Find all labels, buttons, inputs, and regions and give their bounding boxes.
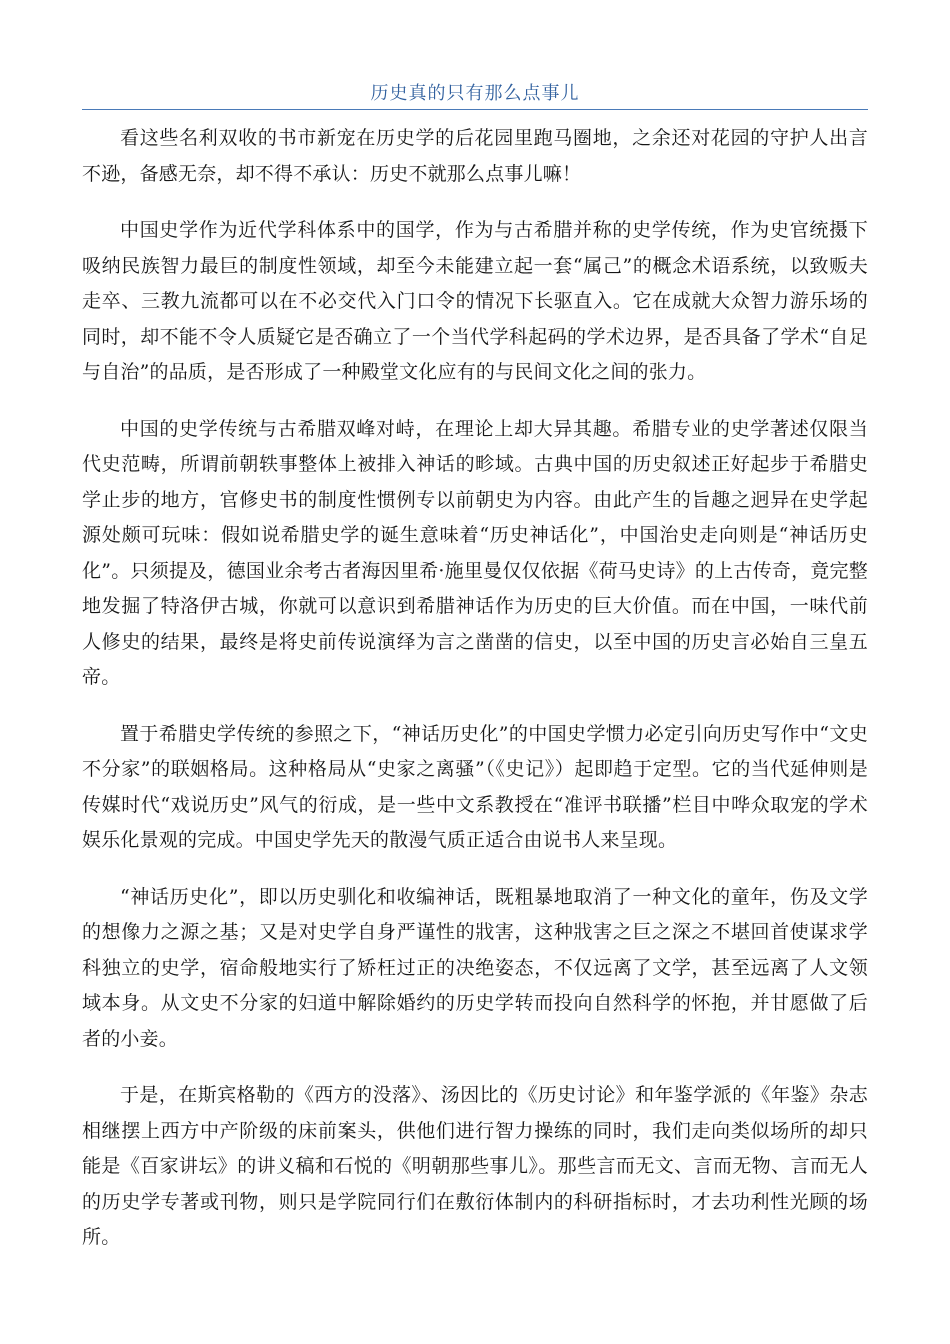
paragraph: 看这些名利双收的书市新宠在历史学的后花园里跑马圈地，之余还对花园的守护人出言不逊，备感无奈，却不得不承认：历史不就那么点事儿嘛！ [82,127,868,185]
paragraph: 中国的史学传统与古希腊双峰对峙，在理论上却大异其趣。希腊专业的史学著述仅限当代史范畴，所谓前朝轶事整体上被排入神话的畛域。古典中国的历史叙述正好起步于希腊史学止步的地方，官修史书的制度性惯例专以前朝史为内容。由此产生的旨趣之迥异在史学起源处颇可玩味：假如说希腊史学的诞生意味着“历史神话化”，中国治史走向则是“神话历史化”。只须提及，德国业余考古者海因里希·施里曼仅仅依据《荷马史诗》的上古传奇，竟完整地发掘了特洛伊古城，你就可以意识到希腊神话作为历史的巨大价值。而在中国，一味代前人修史的结果，最终是将史前传说演绎为言之凿凿的信史，以至中国的历史言必始自三皇五帝。 [82,417,868,688]
paragraph: 中国史学作为近代学科体系中的国学，作为与古希腊并称的史学传统，作为史官统摄下吸纳民族智力最巨的制度性领域，却至今未能建立起一套“属己”的概念术语系统，以致贩夫走卒、三教九流都可以在不必交代入门口令的情况下长驱直入。它在成就大众智力游乐场的同时，却不能不令人质疑它是否确立了一个当代学科起码的学术边界，是否具备了学术“自足与自治”的品质，是否形成了一种殿堂文化应有的与民间文化之间的张力。 [82,219,868,383]
header-title: 历史真的只有那么点事儿 [370,83,580,104]
article-body [82,121,868,1277]
page-header [82,81,868,110]
paragraph: 于是，在斯宾格勒的《西方的没落》、汤因比的《历史讨论》和年鉴学派的《年鉴》杂志相继摆上西方中产阶级的床前案头，供他们进行智力操练的同时，我们走向类似场所的却只能是《百家讲坛》的讲义稿和石悦的《明朝那些事儿》。那些言而无文、言而无物、言而无人的历史学专著或刊物，则只是学院同行们在敷衍体制内的科研指标时，才去功利性光顾的场所。 [82,1084,868,1248]
paragraph: 置于希腊史学传统的参照之下，“神话历史化”的中国史学惯力必定引向历史写作中“文史不分家”的联姻格局。这种格局从“史家之离骚”（《史记》）起即趋于定型。它的当代延伸则是传媒时代“戏说历史”风气的衍成，是一些中文系教授在“准评书联播”栏目中哗众取宠的学术娱乐化景观的完成。中国史学先天的散漫气质正适合由说书人来呈现。 [82,722,868,851]
paragraph: “神话历史化”，即以历史驯化和收编神话，既粗暴地取消了一种文化的童年，伤及文学的想像力之源之基；又是对史学自身严谨性的戕害，这种戕害之巨之深之不堪回首使谋求学科独立的史学，宿命般地实行了矫枉过正的决绝姿态，不仅远离了文学，甚至远离了人文领域本身。从文史不分家的妇道中解除婚约的历史学转而投向自然科学的怀抱，并甘愿做了后者的小妾。 [82,885,868,1050]
